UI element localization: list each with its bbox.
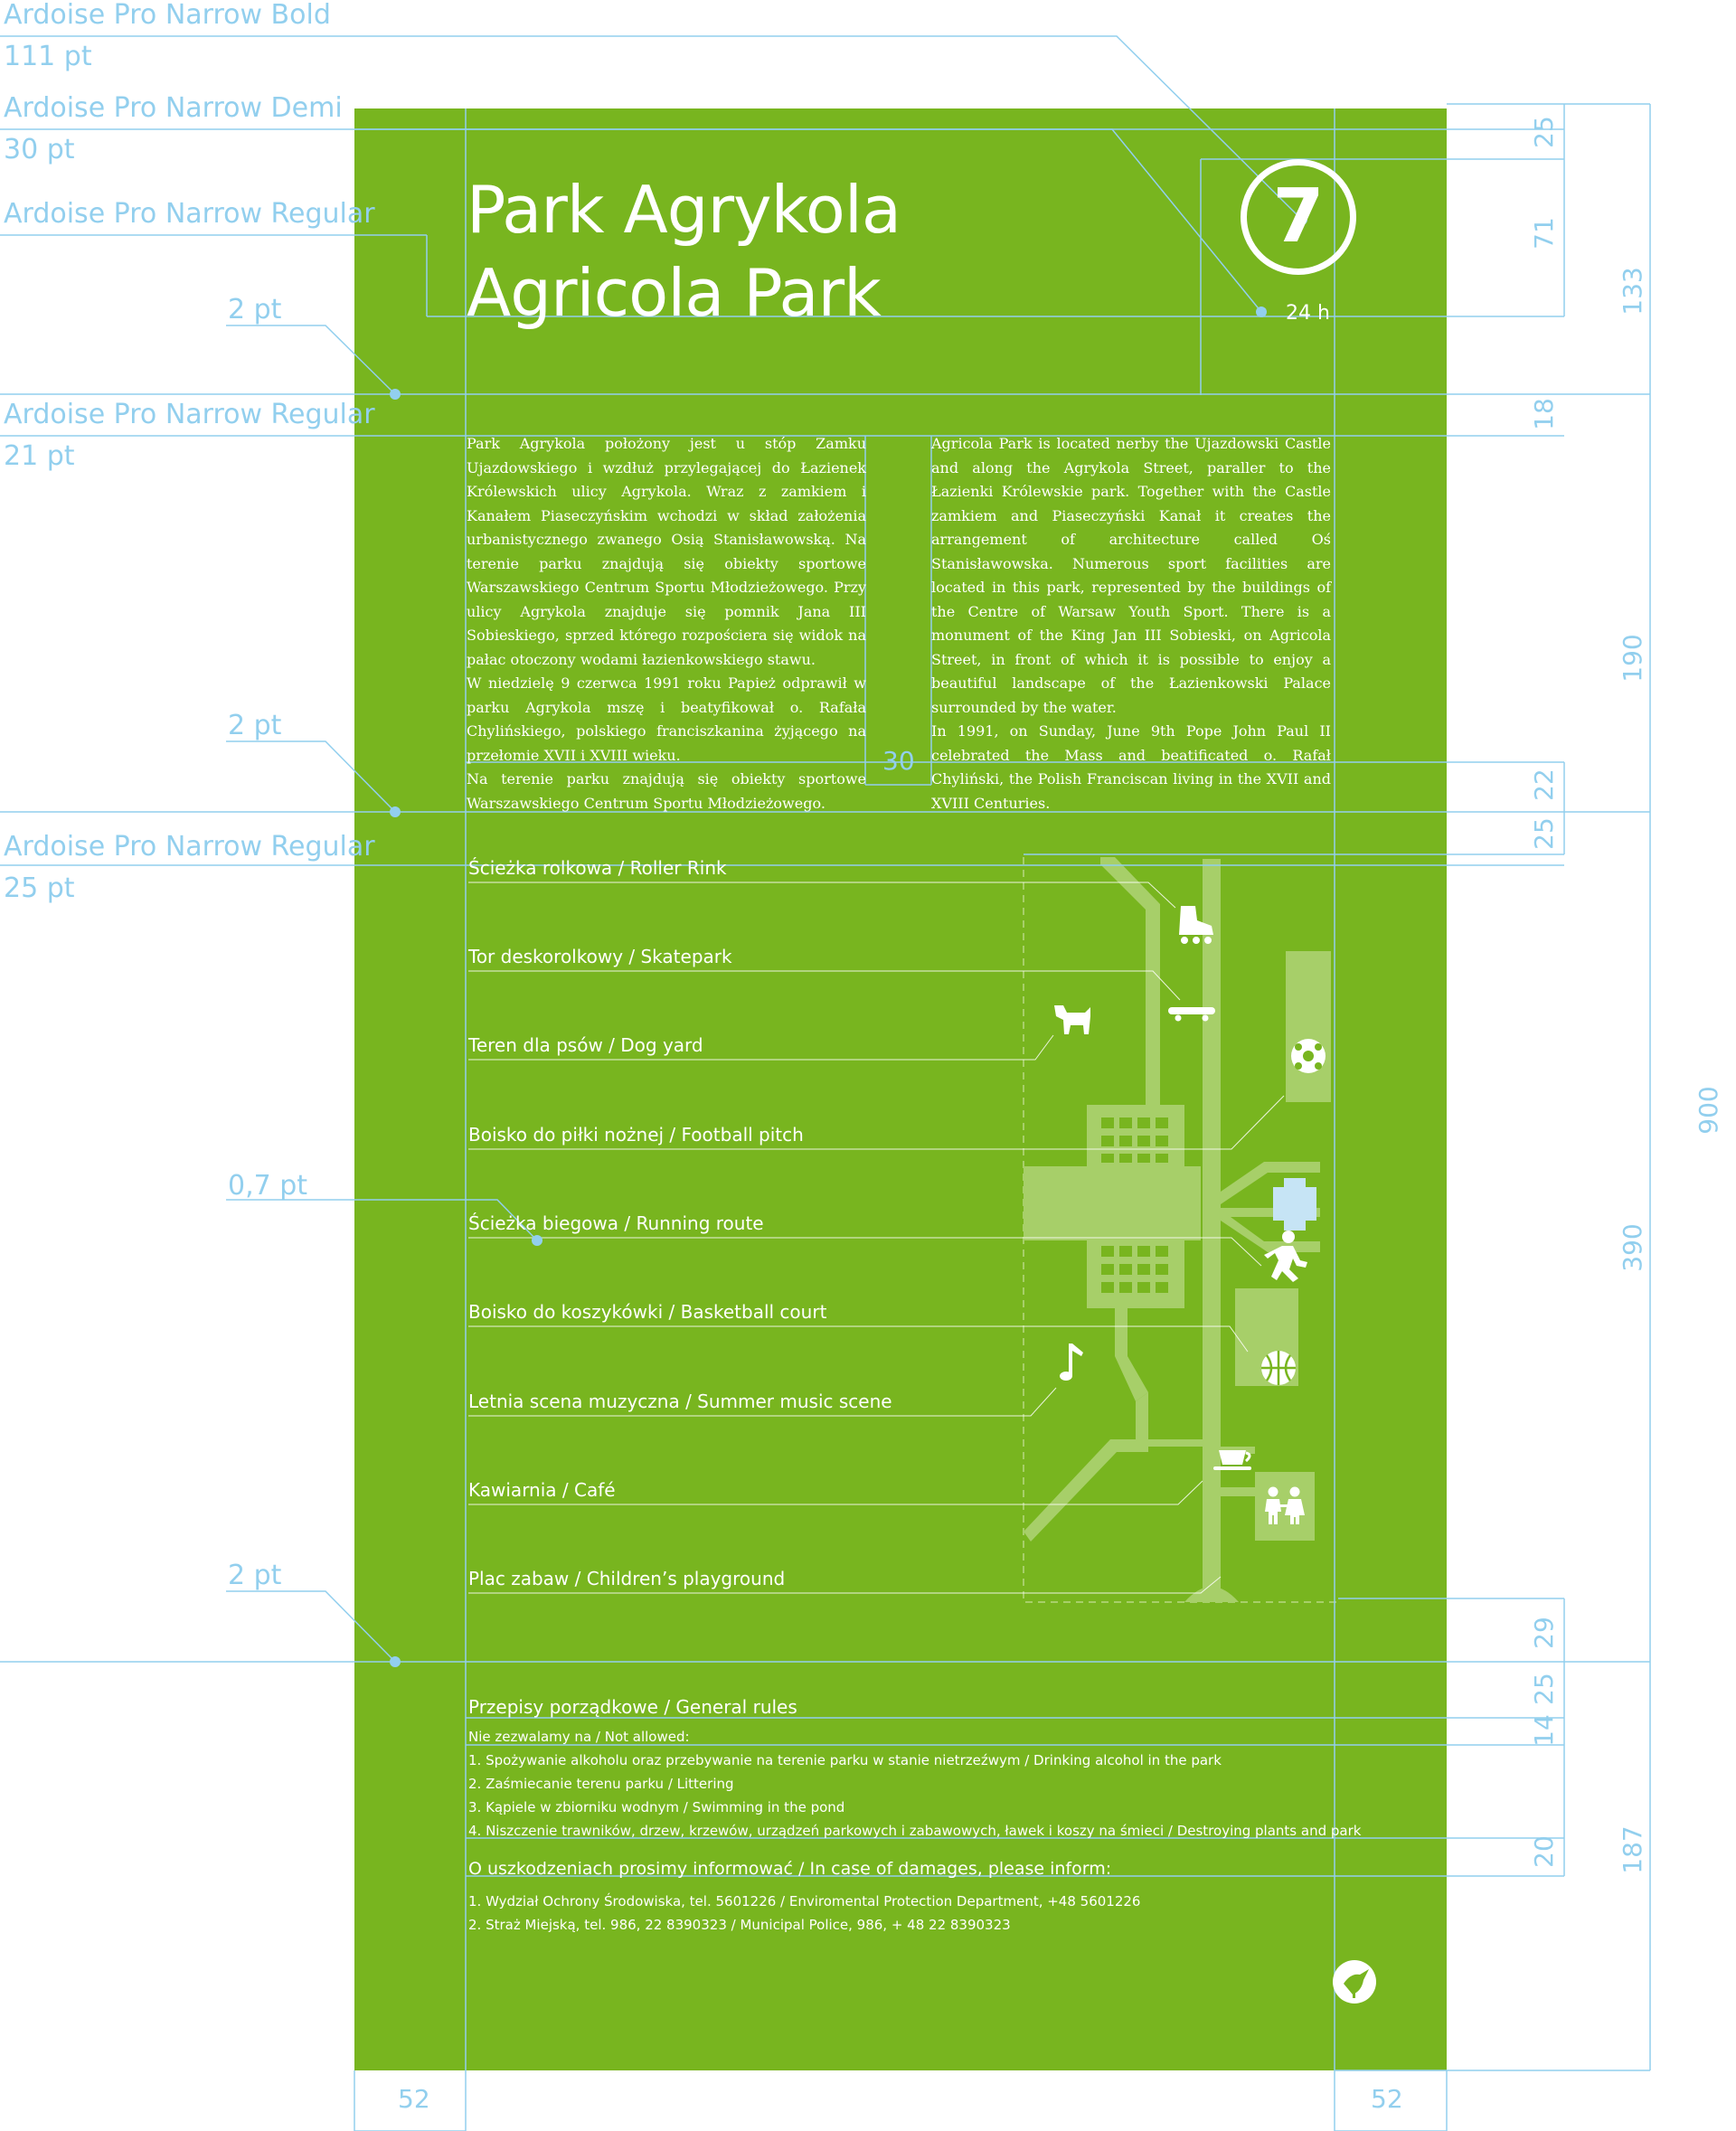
contact-item-2: 2. Straż Miejską, tel. 986, 22 8390323 / Municipal Police, 986, + 48 22 8390323 — [468, 1917, 1011, 1933]
body-pl-paragraph-3: Na terenie parku znajdują się obiekty sportowe Warszawskiego Centrum Sportu Młodzieżowego. — [467, 770, 866, 812]
rule-item-3: 3. Kąpiele w zbiorniku wodnym / Swimming in the pond — [468, 1799, 845, 1815]
dim-390: 390 — [1618, 1223, 1647, 1272]
body-text-english — [931, 432, 1331, 816]
park-map — [1024, 857, 1331, 1602]
body-text-polish — [467, 432, 866, 816]
spec-title-font: Ardoise Pro Narrow Bold — [4, 0, 331, 31]
dim-20: 20 — [1529, 1835, 1559, 1868]
rules-title: Przepisy porządkowe / General rules — [468, 1696, 797, 1718]
dim-190: 190 — [1618, 634, 1647, 683]
legend-item-music-scene: Letnia scena muzyczna / Summer music scene — [468, 1391, 892, 1412]
dim-22: 22 — [1529, 768, 1559, 801]
spec-subtitle-font: Ardoise Pro Narrow Demi — [4, 92, 343, 124]
spec-subtitle-size: 30 pt — [4, 134, 75, 165]
dim-25-top: 25 — [1529, 116, 1559, 148]
dim-29: 29 — [1529, 1617, 1559, 1649]
dim-187: 187 — [1618, 1825, 1647, 1874]
legend-item-cafe: Kawiarnia / Café — [468, 1479, 616, 1501]
spec-thin-line: 0,7 pt — [228, 1170, 308, 1202]
spec-line3: 2 pt — [228, 1560, 282, 1591]
title-english: Agricola Park — [467, 255, 881, 331]
spec-legend-size: 25 pt — [4, 872, 75, 904]
body-en-paragraph-2: In 1991, on Sunday, June 9th Pope John Paul II celebrated the Mass and beatificated o. Rafał Chyliński, the Polish Franciscan living in the XVII and XVIII Centuries. — [931, 722, 1331, 812]
number-badge — [1241, 159, 1356, 275]
legend-item-football-pitch: Boisko do piłki nożnej / Football pitch — [468, 1124, 804, 1146]
not-allowed-label: Nie zezwalamy na / Not allowed: — [468, 1729, 690, 1745]
dim-900: 900 — [1694, 1086, 1723, 1135]
badge-number: 7 — [1272, 174, 1325, 259]
dim-14: 14 — [1529, 1714, 1559, 1747]
spec-title2-font: Ardoise Pro Narrow Regular — [4, 198, 375, 230]
spec-title-size: 111 pt — [4, 41, 92, 72]
body-pl-paragraph-1: Park Agrykola położony jest u stóp Zamku Ujazdowskiego i wzdłuż przylegającej do Łazienek Królewskich ulicy Agrykola. Wraz z zamkiem i Kanałem Piaseczyńskim wchodzi w skład założenia urbanistycznego zwanego Osią Stanisławowską. Na terenie parku znajdują się obiekty sportowe Warszawskiego Centrum Sportu Młodzieżowego. Przy ulicy Agrykola znajduje się pomnik Jana III Sobieskiego, sprzed którego rozpościera się widok na pałac otoczony wodami łazienkowskiego stawu. — [467, 435, 866, 668]
dim-18: 18 — [1529, 398, 1559, 430]
spec-line1: 2 pt — [228, 294, 282, 325]
rule-item-4: 4. Niszczenie trawników, drzew, krzewów, urządzeń parkowych i zabawowych, ławek i koszy na śmieci / Destroying plants and park — [468, 1823, 1362, 1839]
dim-71: 71 — [1529, 217, 1559, 250]
legend-item-running-route: Ścieżka biegowa / Running route — [468, 1212, 764, 1234]
legend-item-roller-rink: Ścieżka rolkowa / Roller Rink — [468, 857, 727, 879]
spec-body-font: Ardoise Pro Narrow Regular — [4, 399, 375, 430]
spec-line2: 2 pt — [228, 710, 282, 741]
dim-25-legend: 25 — [1529, 817, 1559, 850]
rule-item-2: 2. Zaśmiecanie terenu parku / Littering — [468, 1776, 734, 1792]
dim-25-rules: 25 — [1529, 1673, 1559, 1705]
legend-item-skatepark: Tor deskorolkowy / Skatepark — [468, 946, 732, 967]
rule-item-1: 1. Spożywanie alkoholu oraz przebywanie na terenie parku w stanie nietrzeźwym / Drinking alcohol in the park — [468, 1752, 1222, 1768]
dim-133: 133 — [1618, 267, 1647, 316]
damages-title: O uszkodzeniach prosimy informować / In case of damages, please inform: — [468, 1859, 1112, 1879]
body-en-paragraph-1: Agricola Park is located nerby the Ujazdowski Castle and along the Agrykola Street, paraller to the Łazienki Królewskie park. Together with the Castle zamkiem and Piaseczyński Kanał it creates the arrangement of architecture called Oś Stanisławowska. Numerous sport facilities are located in this park, represented by the buildings of the Centre of Warsaw Youth Sport. There is a monument of the King Jan III Sobieski, on Agricola Street, in front of which it is possible to enjoy a beautiful landscape of the Łazienkowski Palace surrounded by the water. — [931, 435, 1331, 716]
title-polish: Park Agrykola — [467, 172, 901, 248]
opening-hours: 24 h — [1286, 302, 1330, 325]
legend-item-playground: Plac zabaw / Children’s playground — [468, 1568, 786, 1589]
legend-item-basketball-court: Boisko do koszykówki / Basketball court — [468, 1301, 827, 1323]
dim-52-left: 52 — [398, 2084, 430, 2114]
spec-body-size: 21 pt — [4, 440, 75, 472]
dim-30-gutter: 30 — [882, 746, 915, 776]
dim-52-right: 52 — [1371, 2084, 1403, 2114]
body-pl-paragraph-2: W niedzielę 9 czerwca 1991 roku Papież odprawił w parku Agrykola mszę i beatyfikował o. Rafała Chylińskiego, polskiego franciszkanina żyjącego na przełomie XVII i XVIII wieku. — [467, 674, 866, 764]
contact-item-1: 1. Wydział Ochrony Środowiska, tel. 5601226 / Enviromental Protection Department, +48 5601226 — [468, 1893, 1141, 1909]
legend-item-dog-yard: Teren dla psów / Dog yard — [468, 1034, 703, 1056]
spec-legend-font: Ardoise Pro Narrow Regular — [4, 831, 375, 863]
